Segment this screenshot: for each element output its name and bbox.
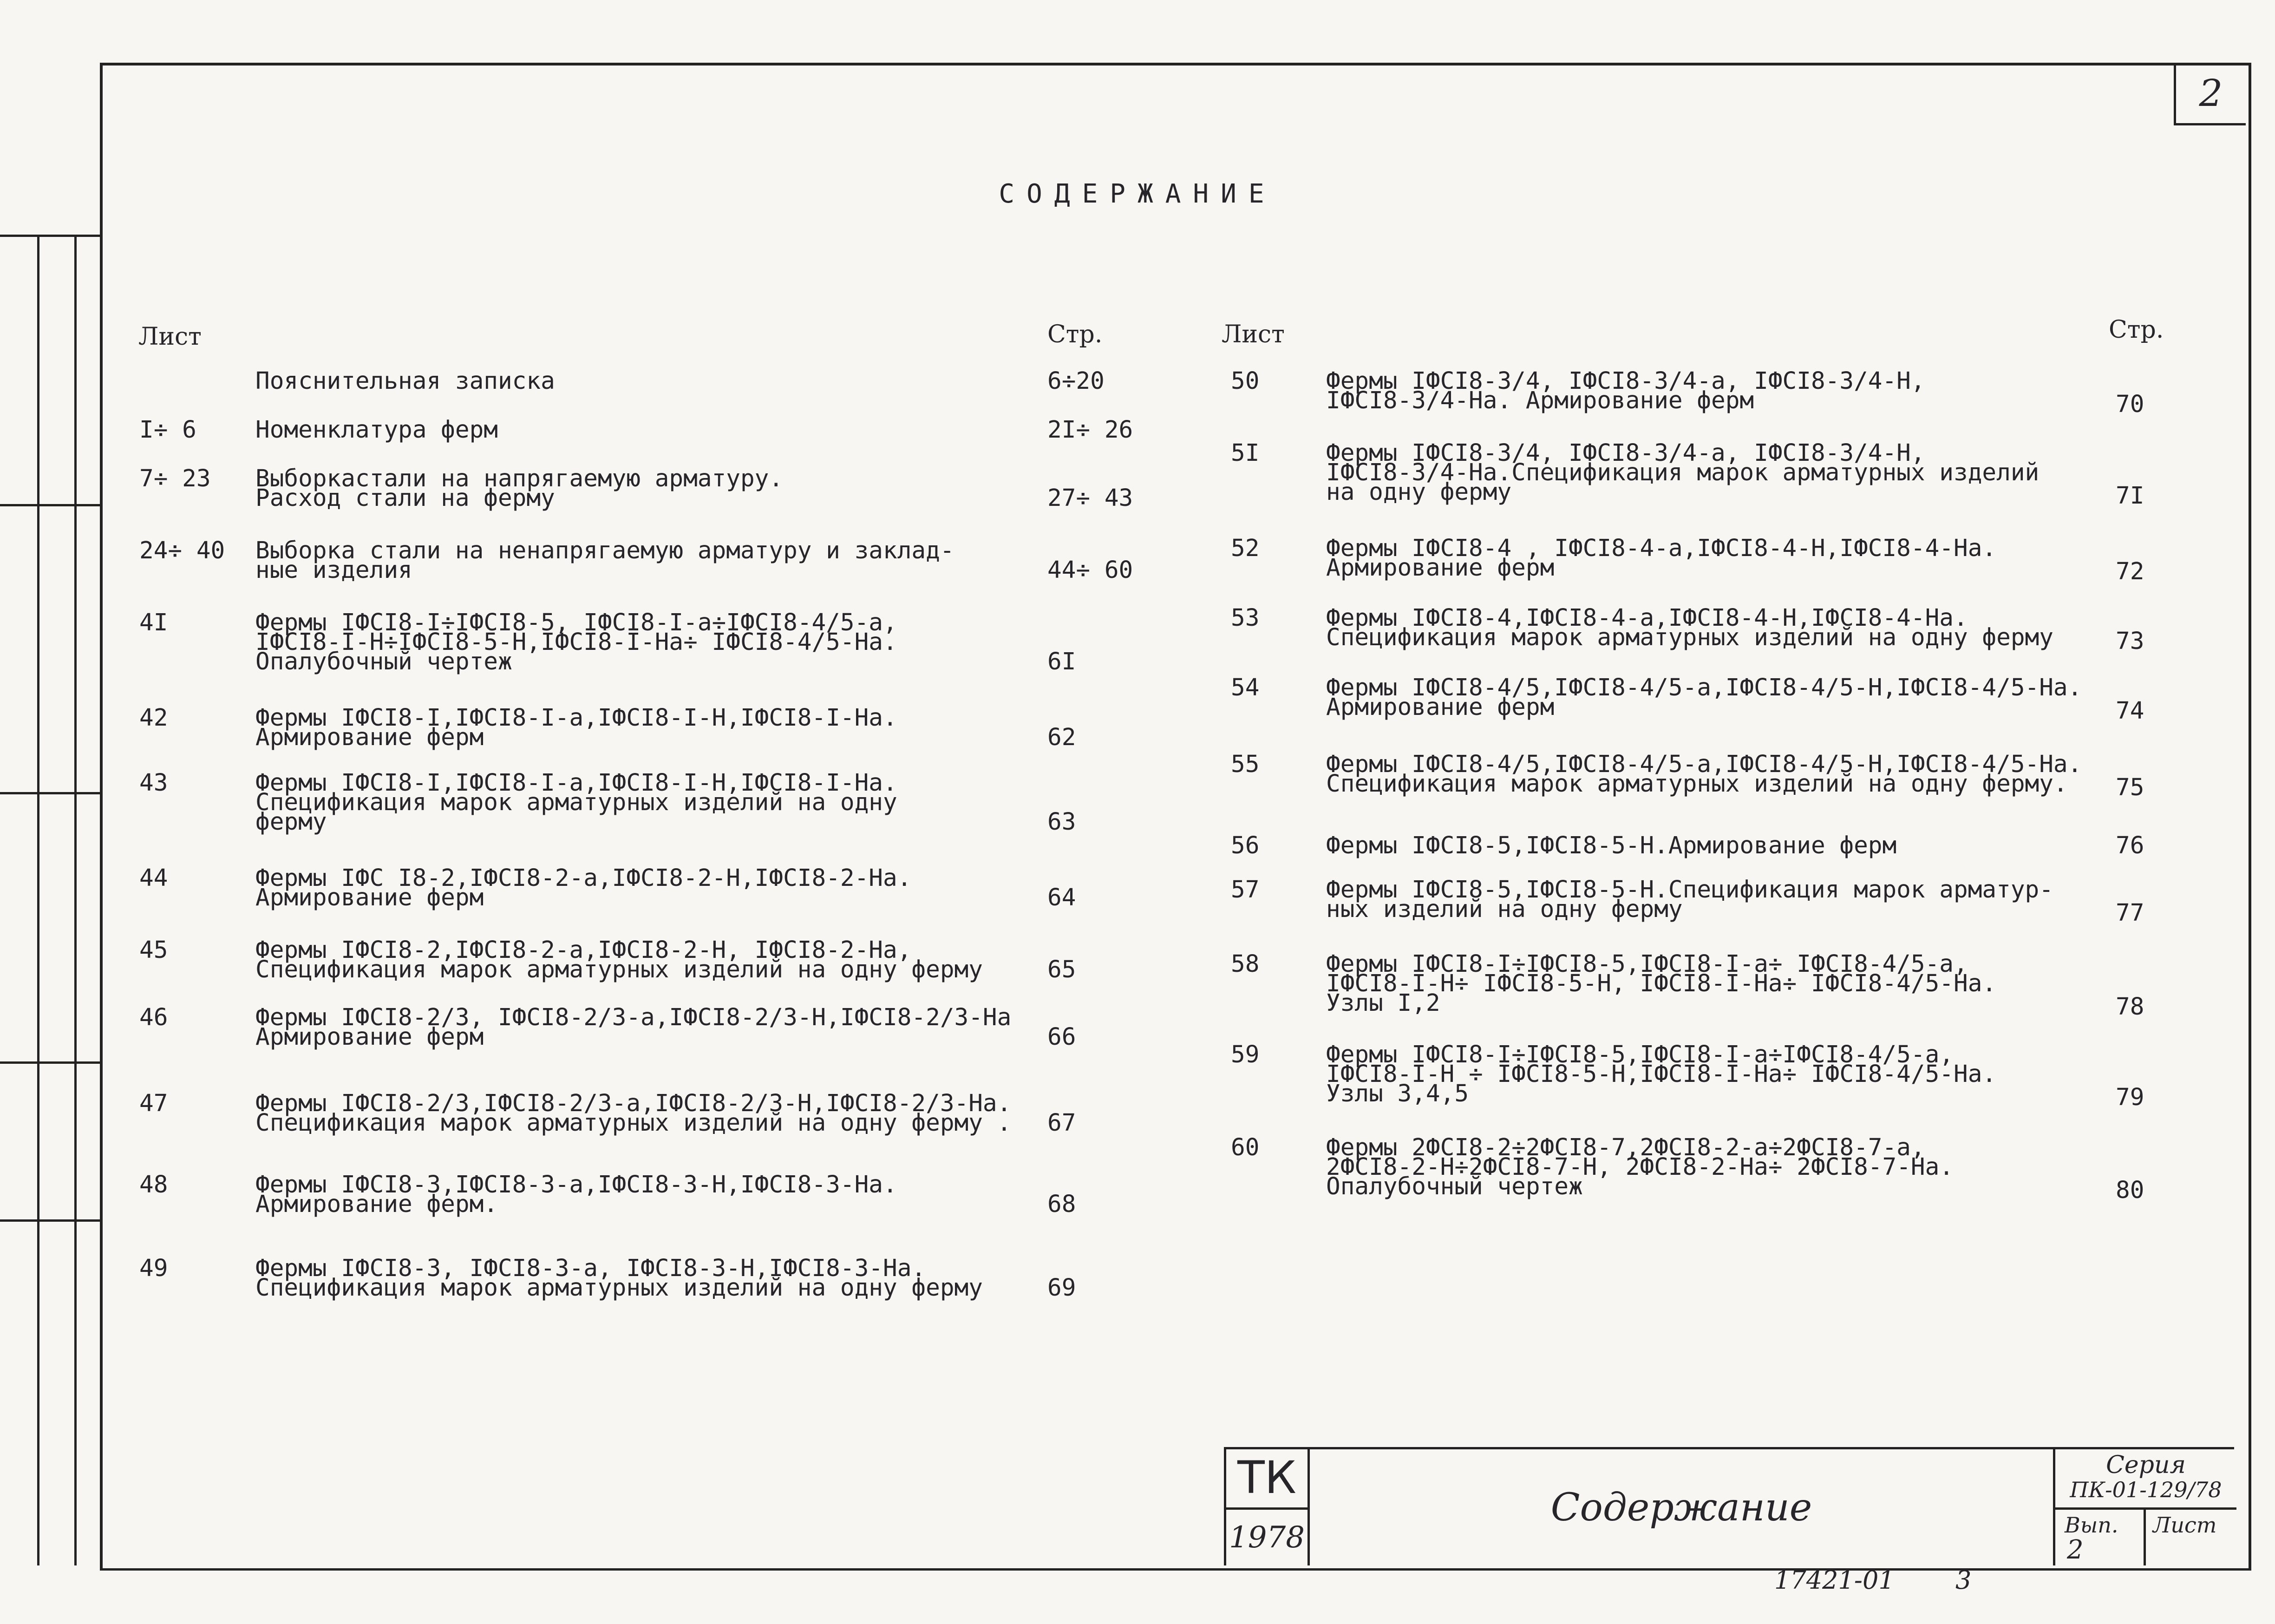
entry-page: 75 (2116, 774, 2144, 801)
inventory-number: 17421-01 (1774, 1565, 1895, 1595)
left-header-page: Стр. (1047, 321, 1103, 348)
entry-sheet-number: 45 (139, 936, 168, 964)
entry-page: 66 (1047, 1023, 1076, 1051)
entry-sheet-number: 7÷ 23 (139, 465, 211, 492)
entry-description: Выборка стали на ненапрягаемую арматуру и заклад- ные изделия (255, 537, 954, 584)
entry-description: Фермы IФСI8-3,IФСI8-3-а,IФСI8-3-Н,IФСI8-3-На. Армирование ферм. (255, 1171, 897, 1218)
entry-description: Фермы IФС I8-2,IФСI8-2-а,IФСI8-2-Н,IФСI8-2-На. Армирование ферм (255, 864, 912, 911)
entry-description: Фермы IФСI8-3/4, IФСI8-3/4-а, IФСI8-3/4-Н, IФСI8-3/4-На.Спецификация марок арматурных изделий на одну ферму (1326, 439, 2040, 506)
entry-sheet-number: 43 (139, 769, 168, 797)
entry-page: 2I÷ 26 (1047, 416, 1133, 444)
entry-page: 69 (1047, 1274, 1076, 1302)
entry-sheet-number: 58 (1231, 950, 1260, 978)
entry-page: 65 (1047, 956, 1076, 983)
bottom-page-number: 3 (1955, 1565, 1972, 1595)
title-block (1224, 1447, 2234, 1565)
entry-page: 7I (2116, 482, 2144, 510)
entry-sheet-number: 60 (1231, 1134, 1260, 1161)
entry-description: Фермы IФСI8-4,IФСI8-4-а,IФСI8-4-Н,IФСI8-4-На. Спецификация марок арматурных изделий на одну ферму (1326, 604, 2053, 651)
entry-description: Фермы IФСI8-4/5,IФСI8-4/5-а,IФСI8-4/5-Н,IФСI8-4/5-На. Спецификация марок арматурных изделий на одну ферму. (1326, 751, 2082, 798)
entry-page: 76 (2116, 832, 2144, 859)
entry-description: Фермы 2ФСI8-2÷2ФСI8-7,2ФСI8-2-а÷2ФСI8-7-а, 2ФСI8-2-Н÷2ФСI8-7-Н, 2ФСI8-2-На÷ 2ФСI8-7-На. Опалубочный чертеж (1326, 1134, 1954, 1200)
entry-description: Фермы IФСI8-I,IФСI8-I-а,IФСI8-I-Н,IФСI8-I-На. Спецификация марок арматурных изделий на одну ферму (255, 769, 897, 836)
entry-description: Фермы IФСI8-2,IФСI8-2-а,IФСI8-2-Н, IФСI8-2-На, Спецификация марок арматурных изделий на одну ферму (255, 936, 983, 983)
entry-sheet-number: 59 (1231, 1041, 1260, 1068)
entry-page: 44÷ 60 (1047, 557, 1133, 584)
entry-description: Фермы IФСI8-5,IФСI8-5-Н.Армирование ферм (1326, 832, 1897, 859)
entry-page: 6I (1047, 648, 1076, 675)
entry-description: Фермы IФСI8-4 , IФСI8-4-а,IФСI8-4-Н,IФСI8-4-На. Армирование ферм (1326, 535, 1997, 582)
entry-description: Фермы IФСI8-I÷IФСI8-5,IФСI8-I-а÷ IФСI8-4/5-а, IФСI8-I-Н÷ IФСI8-5-Н, IФСI8-I-На÷ IФСI8-4/5-На. Узлы I,2 (1326, 950, 1997, 1017)
entry-description: Фермы IФСI8-3, IФСI8-3-а, IФСI8-3-Н,IФСI8-3-На. Спецификация марок арматурных изделий на одну ферму (255, 1255, 983, 1302)
entry-page: 67 (1047, 1109, 1076, 1137)
entry-page: 79 (2116, 1084, 2144, 1111)
entry-sheet-number: 52 (1231, 535, 1260, 562)
entry-page: 68 (1047, 1191, 1076, 1218)
stamp-issue-value: 2 (2067, 1535, 2084, 1565)
entry-page: 78 (2116, 993, 2144, 1021)
entry-page: 74 (2116, 697, 2144, 725)
entry-page: 64 (1047, 884, 1076, 911)
entry-page: 70 (2116, 391, 2144, 418)
entry-sheet-number: 46 (139, 1004, 168, 1031)
stamp-series-value: ПК-01-129/78 (2070, 1477, 2222, 1502)
entry-description: Фермы IФСI8-I,IФСI8-I-а,IФСI8-I-Н,IФСI8-I-На. Армирование ферм (255, 704, 897, 751)
entry-description: Фермы IФСI8-I÷IФСI8-5, IФСI8-I-а÷IФСI8-4/5-а, IФСI8-I-Н÷IФСI8-5-Н,IФСI8-I-На÷ IФСI8-4/5-На. Опалубочный чертеж (255, 609, 897, 675)
stamp-sheet-label: Лист (2153, 1513, 2217, 1538)
stamp-issue-label: Вып. (2065, 1513, 2118, 1538)
binding-strip (0, 235, 100, 1565)
entry-description: Фермы IФСI8-I÷IФСI8-5,IФСI8-I-а÷IФСI8-4/5-а, IФСI8-I-Н ÷ IФСI8-5-Н,IФСI8-I-На÷ IФСI8-4/5-На. Узлы 3,4,5 (1326, 1041, 1997, 1107)
entry-page: 72 (2116, 558, 2144, 585)
entry-page: 73 (2116, 628, 2144, 655)
entry-sheet-number: 42 (139, 704, 168, 732)
entry-sheet-number: 47 (139, 1090, 168, 1117)
entry-page: 77 (2116, 899, 2144, 927)
entry-description: Фермы IФСI8-3/4, IФСI8-3/4-а, IФСI8-3/4-Н, IФСI8-3/4-На. Армирование ферм (1326, 367, 1925, 414)
entry-sheet-number: 4I (139, 609, 168, 636)
entry-sheet-number: 44 (139, 864, 168, 892)
entry-sheet-number: 55 (1231, 751, 1260, 778)
document-title: СОДЕРЖАНИЕ (999, 179, 1276, 209)
entry-sheet-number: I÷ 6 (139, 416, 196, 444)
entry-sheet-number: 49 (139, 1255, 168, 1282)
left-header-sheet: Лист (138, 323, 202, 351)
entry-sheet-number: 48 (139, 1171, 168, 1198)
entry-page: 27÷ 43 (1047, 485, 1133, 512)
entry-description: Фермы IФСI8-5,IФСI8-5-Н.Спецификация марок арматур- ных изделий на одну ферму (1326, 876, 2053, 923)
entry-description: Фермы IФСI8-2/3, IФСI8-2/3-а,IФСI8-2/3-Н,IФСI8-2/3-На Армирование ферм (255, 1004, 1012, 1051)
entry-description: Номенклатура ферм (255, 416, 498, 444)
stamp-year: 1978 (1229, 1520, 1305, 1555)
entry-sheet-number: 54 (1231, 674, 1260, 701)
right-header-page: Стр. (2109, 316, 2164, 344)
entry-sheet-number: 57 (1231, 876, 1260, 904)
entry-description: Фермы IФСI8-4/5,IФСI8-4/5-а,IФСI8-4/5-Н,IФСI8-4/5-На. Армирование ферм (1326, 674, 2082, 721)
stamp-org: ТК (1226, 1449, 1307, 1510)
entry-page: 6÷20 (1047, 367, 1105, 395)
entry-page: 62 (1047, 724, 1076, 751)
entry-sheet-number: 24÷ 40 (139, 537, 225, 564)
stamp-name: Содержание (1550, 1485, 1812, 1530)
stamp-series-label: Серия (2106, 1451, 2186, 1479)
entry-sheet-number: 5I (1231, 439, 1260, 467)
entry-sheet-number: 53 (1231, 604, 1260, 632)
right-header-sheet: Лист (1222, 321, 1285, 348)
entry-description: Пояснительная записка (255, 367, 555, 395)
page-number: 2 (2174, 63, 2246, 125)
entry-description: Выборкастали на напрягаемую арматуру. Расход стали на ферму (255, 465, 784, 512)
entry-page: 80 (2116, 1177, 2144, 1204)
entry-description: Фермы IФСI8-2/3,IФСI8-2/3-а,IФСI8-2/3-Н,IФСI8-2/3-На. Спецификация марок арматурных изделий на одну ферму . (255, 1090, 1012, 1137)
entry-page: 63 (1047, 808, 1076, 836)
entry-sheet-number: 56 (1231, 832, 1260, 859)
entry-sheet-number: 50 (1231, 367, 1260, 395)
